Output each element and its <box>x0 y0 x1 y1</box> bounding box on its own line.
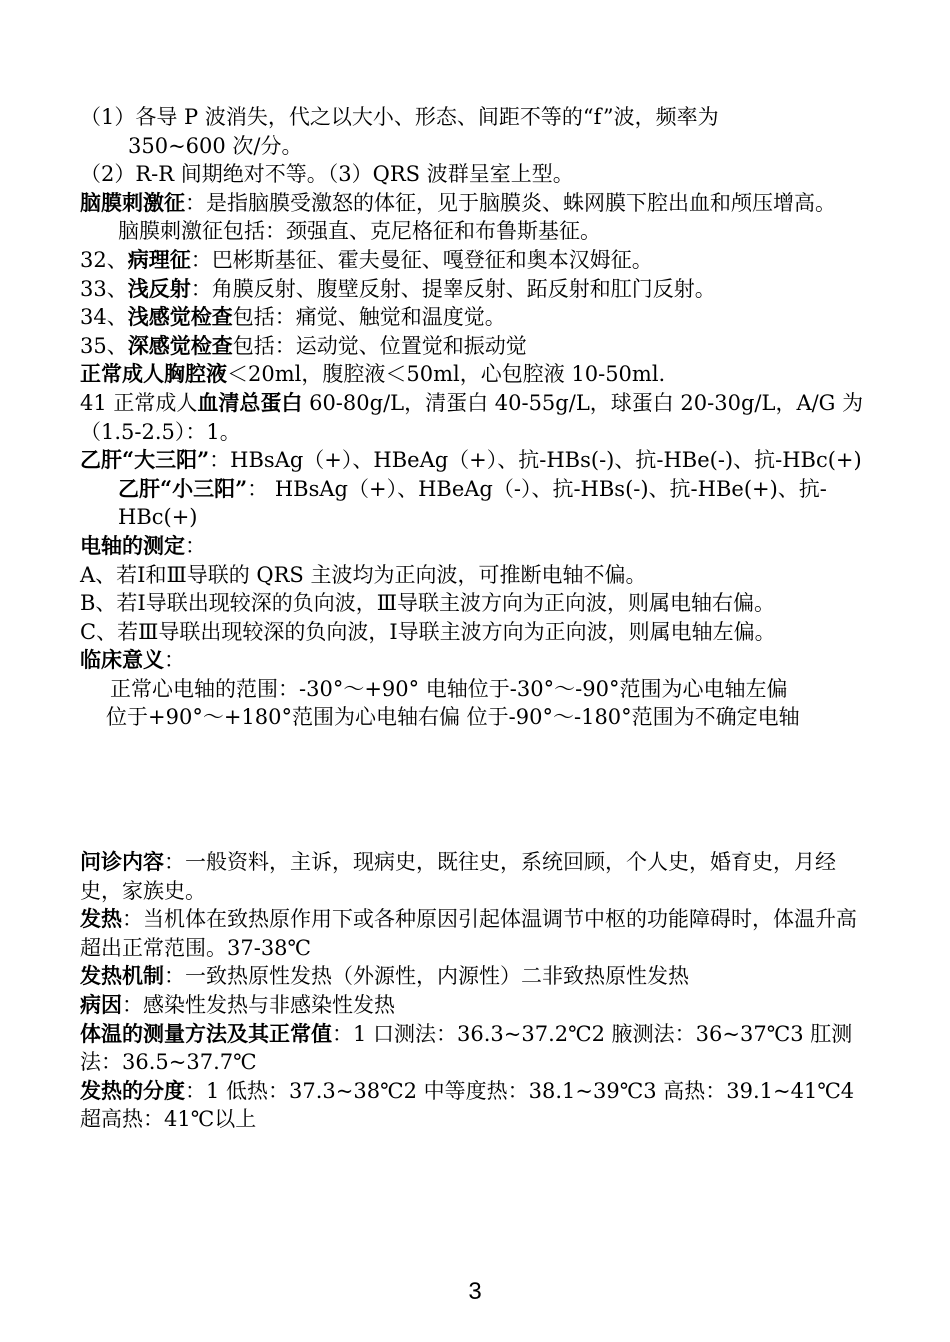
paragraph-axis-normal-left <box>80 675 874 704</box>
paragraph-axis-b <box>80 589 874 618</box>
text-line: （2）R-R 间期绝对不等。（3）QRS 波群呈室上型。 <box>80 162 574 187</box>
term-bold: 正常成人胸腔液 <box>80 361 227 387</box>
page-number: 3 <box>468 1278 482 1305</box>
text-line: ： HBsAg（+）、HBeAg（-）、抗-HBs(-)、抗-HBe(+)、抗-HBc(+) <box>118 476 827 530</box>
paragraph-pathological-signs <box>80 246 874 275</box>
paragraph-superficial-sensation <box>80 303 874 332</box>
text-line: 350~600 次/分。 <box>128 133 303 158</box>
text-line: C、若Ⅲ导联出现较深的负向波，Ⅰ导联主波方向为正向波，则属电轴左偏。 <box>80 619 776 644</box>
paragraph-axis-heading <box>80 532 874 561</box>
paragraph-inquiry-content <box>80 848 874 905</box>
text-line: B、若Ⅰ导联出现较深的负向波，Ⅲ导联主波方向为正向波，则属电轴右偏。 <box>80 591 775 616</box>
text-line: 41 正常成人 <box>80 390 198 415</box>
text-line: 60-80g/L，清蛋白 40-55g/L，球蛋白 20-30g/L，A/G 为（1.5-2.5）：1。 <box>80 390 864 444</box>
text-line: 正常心电轴的范围：-30°～+90° 电轴位于-30°～-90°范围为心电轴左偏 <box>110 676 788 701</box>
text-line: ：HBsAg（+）、HBeAg（+）、抗-HBs(-)、抗-HBe(-)、抗-HBc(+) <box>209 448 862 473</box>
paragraph-af-f-wave <box>80 103 874 132</box>
paragraph-serum-protein <box>80 389 874 446</box>
paragraph-meningeal-irritation <box>80 189 874 218</box>
paragraph-fever-grading <box>80 1077 874 1134</box>
term-bold: 脑膜刺激征 <box>80 189 185 215</box>
text-line: ：是指脑膜受激怒的体征，见于脑膜炎、蛛网膜下腔出血和颅压增高。 <box>185 190 836 215</box>
term-bold: 病因 <box>80 992 122 1018</box>
text-line: 包括：运动觉、位置觉和振动觉 <box>232 333 527 358</box>
text-line: 位于+90°～+180°范围为心电轴右偏 位于-90°～-180°范围为不确定电轴 <box>106 705 800 730</box>
paragraph-hbv-big-three <box>80 446 874 475</box>
text-line: ：一致热原性发热（外源性，内源性）二非致热原性发热 <box>164 964 689 989</box>
paragraph-superficial-reflex <box>80 275 874 304</box>
text-line: ：1 口测法：36.3~37.2℃2 腋测法：36~37℃3 肛测法：36.5~37.7℃ <box>80 1021 853 1075</box>
text-line: A、若Ⅰ和Ⅲ导联的 QRS 主波均为正向波，可推断电轴不偏。 <box>80 562 647 587</box>
item-number: 33、 <box>80 276 128 301</box>
text-line: ：1 低热：37.3~38℃2 中等度热：38.1~39℃3 高热：39.1~41℃4 超高热：41℃以上 <box>80 1078 855 1132</box>
term-bold: 病理征 <box>127 246 191 272</box>
item-number: 32、 <box>80 247 128 272</box>
term-bold: 临床意义 <box>80 647 164 673</box>
spacer <box>80 732 874 848</box>
text-line: （1）各导 P 波消失，代之以大小、形态、间距不等的“f”波，频率为 <box>80 105 719 129</box>
item-number: 34、 <box>80 305 128 330</box>
paragraph-fever-mechanism <box>80 962 874 991</box>
paragraph-axis-a <box>80 561 874 590</box>
text-line: ：巴彬斯基征、霍夫曼征、嘎登征和奥本汉姆征。 <box>190 247 653 272</box>
term-bold: 发热的分度 <box>80 1077 185 1103</box>
term-bold: 发热 <box>80 906 122 932</box>
term-bold: 深感觉检查 <box>127 332 233 358</box>
term-bold: 浅反射 <box>127 275 191 301</box>
paragraph-af-frequency <box>80 132 874 161</box>
paragraph-deep-sensation <box>80 332 874 361</box>
paragraph-fever-definition <box>80 905 874 962</box>
term-bold: 乙肝“大三阳” <box>80 447 210 473</box>
text-line: 包括：痛觉、触觉和温度觉。 <box>232 305 506 330</box>
text-line: ： <box>185 533 206 558</box>
term-bold: 乙肝“小三阳” <box>118 475 248 501</box>
term-bold: 浅感觉检查 <box>127 304 233 330</box>
item-number: 35、 <box>80 333 128 358</box>
text-line: ：感染性发热与非感染性发热 <box>122 993 395 1018</box>
text-line: 脑膜刺激征包括：颈强直、克尼格征和布鲁斯基征。 <box>118 219 601 244</box>
term-bold: 问诊内容 <box>80 849 164 875</box>
paragraph-fever-cause <box>80 991 874 1020</box>
paragraph-axis-c <box>80 618 874 647</box>
paragraph-rr-interval <box>80 160 874 189</box>
paragraph-temperature-measurement <box>80 1020 874 1077</box>
paragraph-clinical-heading <box>80 646 874 675</box>
term-bold: 体温的测量方法及其正常值 <box>80 1020 332 1046</box>
term-bold: 血清总蛋白 <box>197 389 303 415</box>
text-line: ：角膜反射、腹壁反射、提睾反射、跖反射和肛门反射。 <box>190 276 716 301</box>
paragraph-axis-right-undetermined <box>80 703 874 732</box>
text-line: ＜20ml，腹腔液＜50ml，心包腔液 10-50ml. <box>227 362 666 387</box>
paragraph-meningeal-signs <box>80 217 874 246</box>
text-line: ：当机体在致热原作用下或各种原因引起体温调节中枢的功能障碍时，体温升高超出正常范围。37-38℃ <box>80 907 857 960</box>
text-line: ： <box>164 648 185 673</box>
term-bold: 电轴的测定 <box>80 532 185 558</box>
paragraph-body-fluids <box>80 360 874 389</box>
paragraph-hbv-small-three <box>80 475 874 532</box>
text-line: ：一般资料，主诉，现病史，既往史，系统回顾，个人史，婚育史，月经史，家族史。 <box>80 850 836 903</box>
term-bold: 发热机制 <box>80 963 164 989</box>
